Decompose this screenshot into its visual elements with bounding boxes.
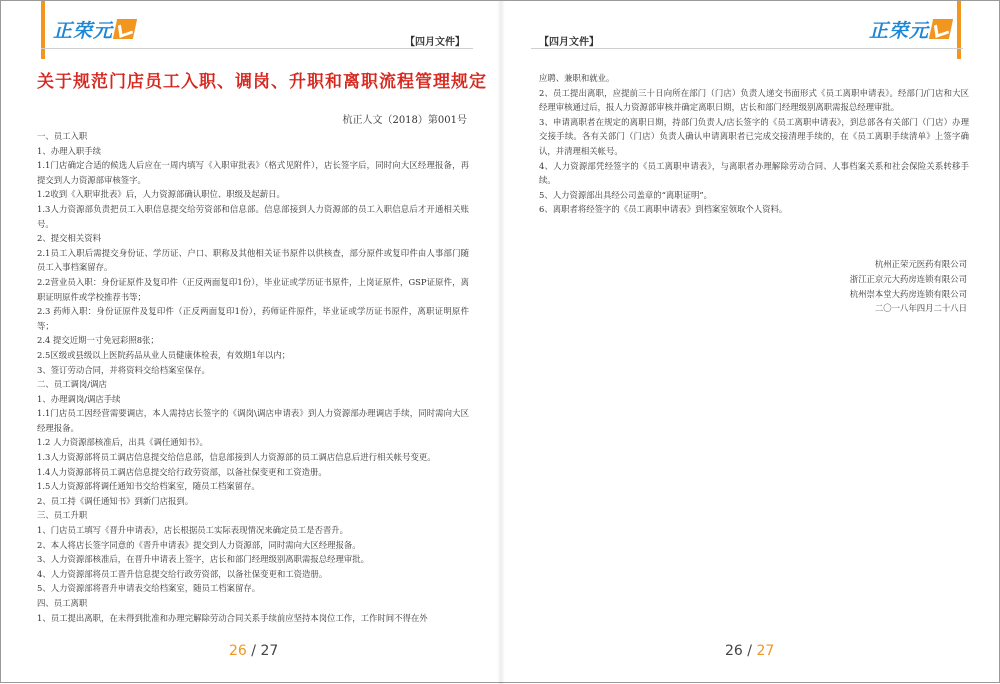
logo-mark-icon [113,19,137,39]
paragraph: 1.5人力资源部将调任通知书交给档案室，随员工档案留存。 [37,481,260,492]
left-page [1,1,501,684]
header-divider [41,48,473,49]
page-number [229,643,278,659]
paragraph: 应聘、兼职和就业。 [539,73,615,83]
logo-mark-icon [929,19,953,39]
company-logo [869,15,951,43]
paragraph: 2.2营业员入职：身份证原件及复印件（正反两面复印1份），毕业证或学历证书原件，上岗证原件，GSP证原件，离职证明原件或学校推荐书等； [37,276,469,302]
paragraph: 1、员工提出离职，在未得到批准和办理完解除劳动合同关系手续前应坚持本岗位工作，工作时间不得在外 [37,612,428,623]
page-number [725,643,774,659]
document-title: 关于规范门店员工入职、调岗、升职和离职流程管理规定 [37,72,487,92]
paragraph: 1.4人力资源部将员工调店信息提交给行政劳资部，以备社保变更和工资造册。 [37,466,327,477]
paragraph: 2.1员工入职后需提交身份证、学历证、户口、职称及其他相关证书原件以供核查，部分原件或复印件由人事部门随员工入事档案留存。 [37,247,469,273]
paragraph: 2、本人将店长签字同意的《晋升申请表》提交到人力资源部，同时需向大区经理报备。 [37,539,361,550]
paragraph: 6、离职者将经签字的《员工离职申请表》到档案室领取个人资料。 [539,204,788,215]
document-number: 杭正人文（2018）第001号 [342,115,467,126]
company-logo [53,15,135,43]
signoff-company: 浙江正京元大药房连锁有限公司 [849,273,967,284]
paragraph: 1.2收到《入职审批表》后，人力资源部确认职位、职级及起薪日。 [37,189,285,200]
paragraph: 2、员工持《调任通知书》到新门店报到。 [37,495,194,506]
paragraph: 4、人力资源部将员工晋升信息提交给行政劳资部，以备社保变更和工资造册。 [37,568,328,579]
paragraph: 3、签订劳动合同，并将资料交给档案室保存。 [37,364,210,375]
header-divider [531,48,963,49]
page-current: 26 [725,643,743,659]
paragraph: 1.1门店确定合适的候选人后应在一周内填写《入职审批表》（格式见附件），店长签字后，同时向大区经理报备，再提交到人力资源部审核签字。 [37,160,469,185]
paragraph: 一、员工入职 [37,131,88,141]
paragraph: 3、人力资源部核准后，在晋升申请表上签字，店长和部门经理级别离职需报总经理审批。 [37,554,369,565]
paragraph: 1.2 人力资源部核准后，出具《调任通知书》。 [37,437,208,448]
logo-text: 正荣元 [53,19,114,42]
page-total: 27 [260,643,279,659]
header-tag: 【四月文件】 [539,37,599,48]
paragraph: 2、员工提出离职，应提前三十日向所在部门（门店）负责人递交书面形式《员工离职申请表》。经部门/门店和大区经理审核通过后，报人力资源部审核并确定离职日期，店长和部门经理级别离职需报总经理审批。 [539,87,969,113]
page-separator: / [251,643,256,659]
paragraph: 2.3 药师入职：身份证原件及复印件（正反两面复印1份），药师证件原件，毕业证或学历证书原件，离职证明原件等； [37,306,469,331]
accent-bar [41,1,45,59]
right-body-text [539,71,969,217]
page-current: 26 [229,643,247,659]
left-body-text [37,129,469,625]
paragraph: 2.4 提交近期一寸免冠彩照8张； [37,335,159,346]
signoff-company: 杭州崇本堂大药房连锁有限公司 [849,288,967,299]
signoff-date: 二〇一八年四月二十八日 [874,303,967,314]
signoff-block [850,257,967,316]
paragraph: 四、员工离职 [37,598,88,608]
paragraph: 5、人力资源部将晋升申请表交给档案室，随员工档案留存。 [37,583,261,594]
accent-bar [957,1,961,59]
paragraph: 2.5区级或县级以上医院药品从业人员健康体检表，有效期1年以内； [37,349,291,360]
paragraph: 1、办理调岗/调店手续 [37,393,121,404]
paragraph: 1.3人力资源部将员工调店信息提交给信息部，信息部接到人力资源部的员工调店信息后进行相关帐号变更。 [37,452,436,463]
signoff-company: 杭州正荣元医药有限公司 [874,259,967,269]
page-separator: / [747,643,752,659]
paragraph: 三、员工升职 [37,510,88,521]
paragraph: 5、人力资源部出具经公司盖章的“离职证明”。 [539,189,713,200]
paragraph: 1、门店员工填写《晋升申请表》，店长根据员工实际表现情况来确定员工是否晋升。 [37,525,349,536]
paragraph: 4、人力资源部凭经签字的《员工离职申请表》，与离职者办理解除劳动合同、人事档案关系和社会保险关系转移手续。 [539,160,969,186]
paragraph: 1.3人力资源部负责把员工入职信息提交给劳资部和信息部。信息部接到人力资源部的员工入职信息后才开通相关账号。 [37,203,469,229]
paragraph: 1.1门店员工因经营需要调店，本人需持店长签字的《调岗\调店申请表》到人力资源部办理调店手续，同时需向大区经理报备。 [37,408,469,433]
paragraph: 3、申请离职者在规定的离职日期，持部门负责人/店长签字的《员工离职申请表》，到总部各有关部门（门店）办理交接手续。各有关部门（门店）负责人确认申请离职者已完成交接清理手续的，在《员工离职手续清单》上签字确认，并清理相关帐号。 [539,116,969,156]
page-total: 27 [756,643,775,659]
logo-text: 正荣元 [869,19,930,42]
paragraph: 1、办理入职手续 [37,145,101,156]
paragraph: 2、提交相关资料 [37,233,101,244]
paragraph: 二、员工调岗/调店 [37,379,107,390]
header-tag: 【四月文件】 [405,37,465,48]
